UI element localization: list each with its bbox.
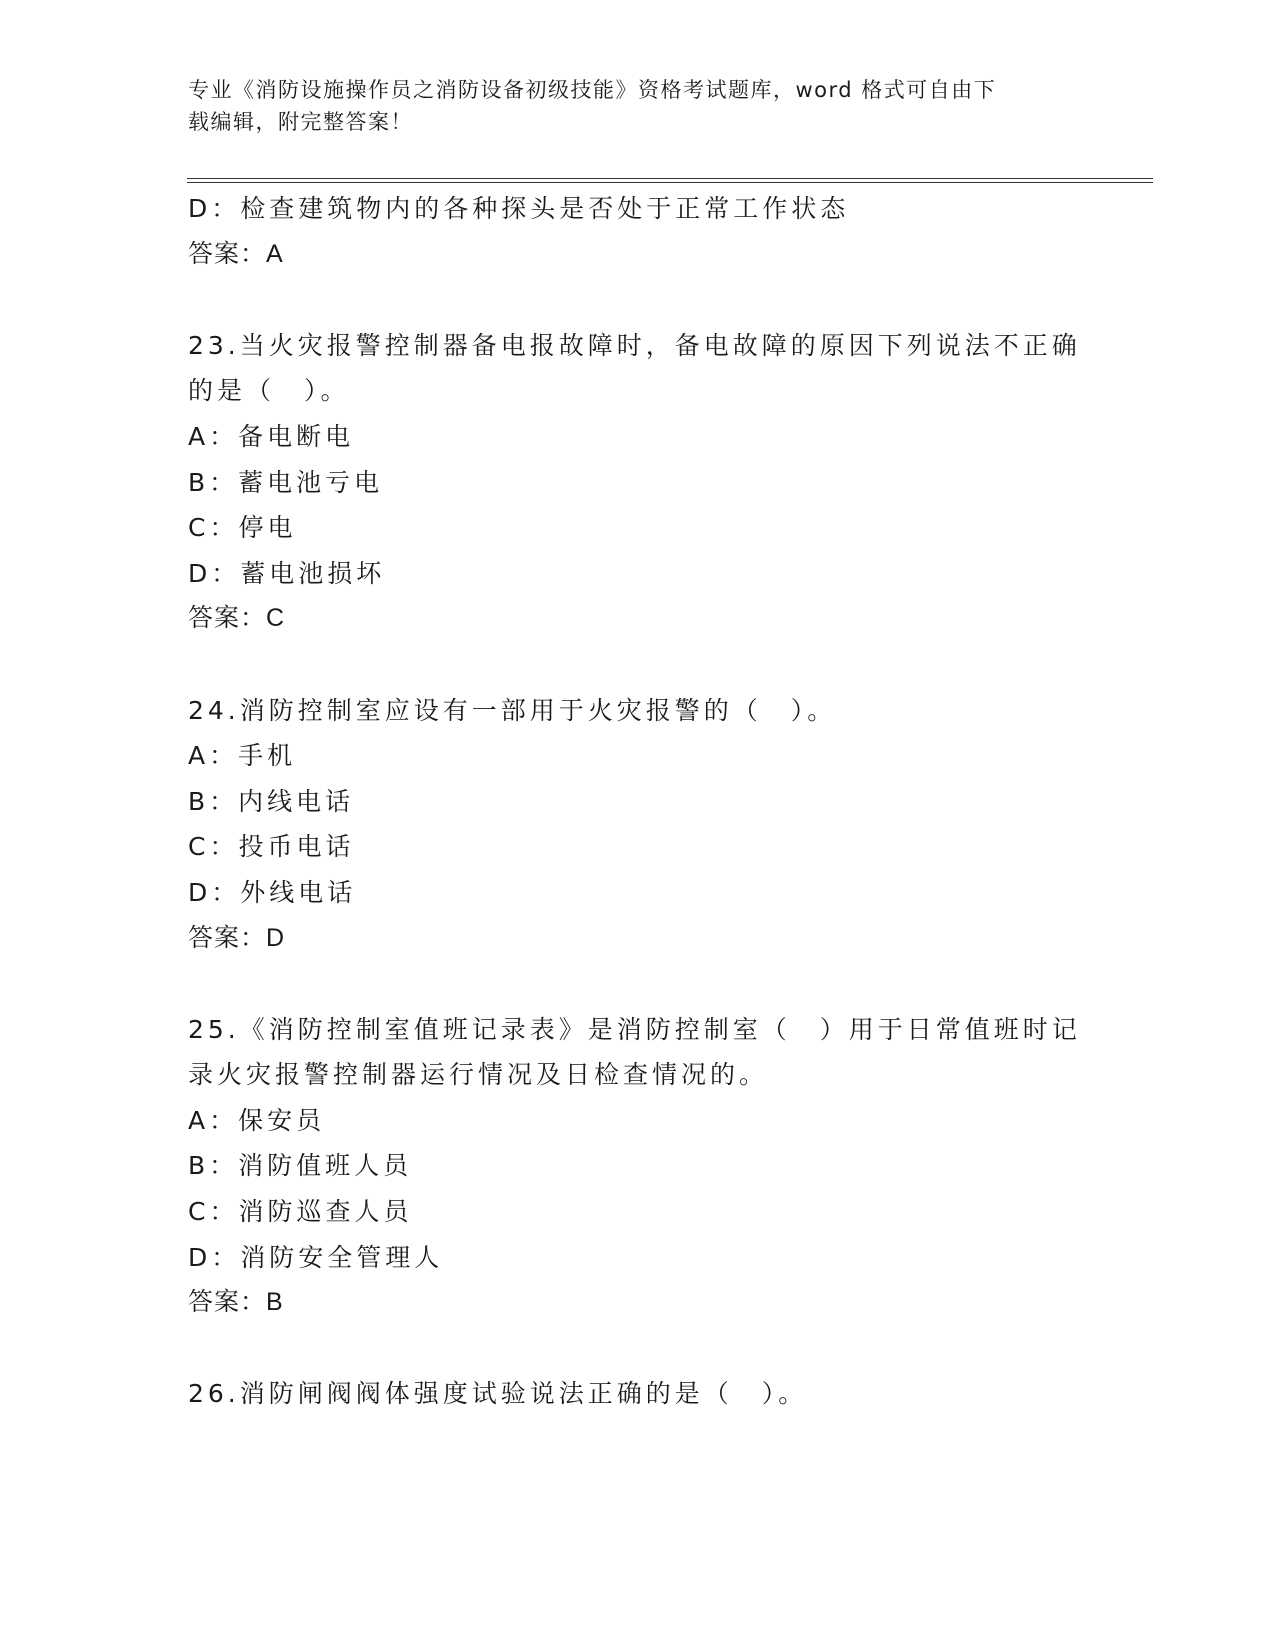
answer: 答案：C — [188, 604, 286, 633]
question-stem: 24.消防控制室应设有一部用于火灾报警的（ ）。 — [188, 695, 837, 725]
option-b: B：内线电话 — [188, 786, 355, 816]
spacer — [188, 642, 1088, 688]
option-c: C：投币电话 — [188, 832, 355, 862]
option-b: B：消防值班人员 — [188, 1151, 413, 1181]
question-26 — [188, 1371, 1088, 1417]
question-24 — [188, 688, 1088, 962]
question-stem: 25.《消防控制室值班记录表》是消防控制室（ ）用于日常值班时记 — [188, 1014, 1081, 1044]
question-25 — [188, 1007, 1088, 1326]
option-b: B：蓄电池亏电 — [188, 467, 384, 497]
document-header — [188, 74, 1088, 138]
question-stem: 26.消防闸阀阀体强度试验说法正确的是（ ）。 — [188, 1379, 808, 1409]
option-c: C：消防巡查人员 — [188, 1197, 413, 1227]
question-list — [188, 186, 1088, 1417]
option-d: D：消防安全管理人 — [188, 1242, 444, 1272]
question-stem-cont: 的是（ ）。 — [188, 376, 350, 406]
header-line-1: 专业《消防设施操作员之消防设备初级技能》资格考试题库，word 格式可自由下 — [188, 78, 997, 102]
header-line-2: 载编辑，附完整答案！ — [188, 110, 413, 134]
question-23 — [188, 323, 1088, 642]
option-d: D：蓄电池损坏 — [188, 558, 386, 588]
option-a: A：手机 — [188, 741, 297, 771]
answer: 答案：D — [188, 923, 286, 952]
question-stem: 23.当火灾报警控制器备电报故障时，备电故障的原因下列说法不正确 — [188, 330, 1081, 360]
option-d: D：外线电话 — [188, 877, 357, 907]
answer: 答案：B — [188, 1288, 284, 1317]
header-double-rule — [187, 178, 1153, 183]
option-a: A：备电断电 — [188, 421, 355, 451]
option-a: A：保安员 — [188, 1105, 326, 1135]
question-stem-cont: 录火灾报警控制器运行情况及日检查情况的。 — [188, 1060, 769, 1090]
option-c: C：停电 — [188, 513, 297, 543]
spacer — [188, 277, 1088, 323]
spacer — [188, 1326, 1088, 1372]
spacer — [188, 961, 1088, 1007]
prev-option-d: D：检查建筑物内的各种探头是否处于正常工作状态 — [188, 194, 850, 223]
prev-answer: 答案：A — [188, 239, 284, 268]
